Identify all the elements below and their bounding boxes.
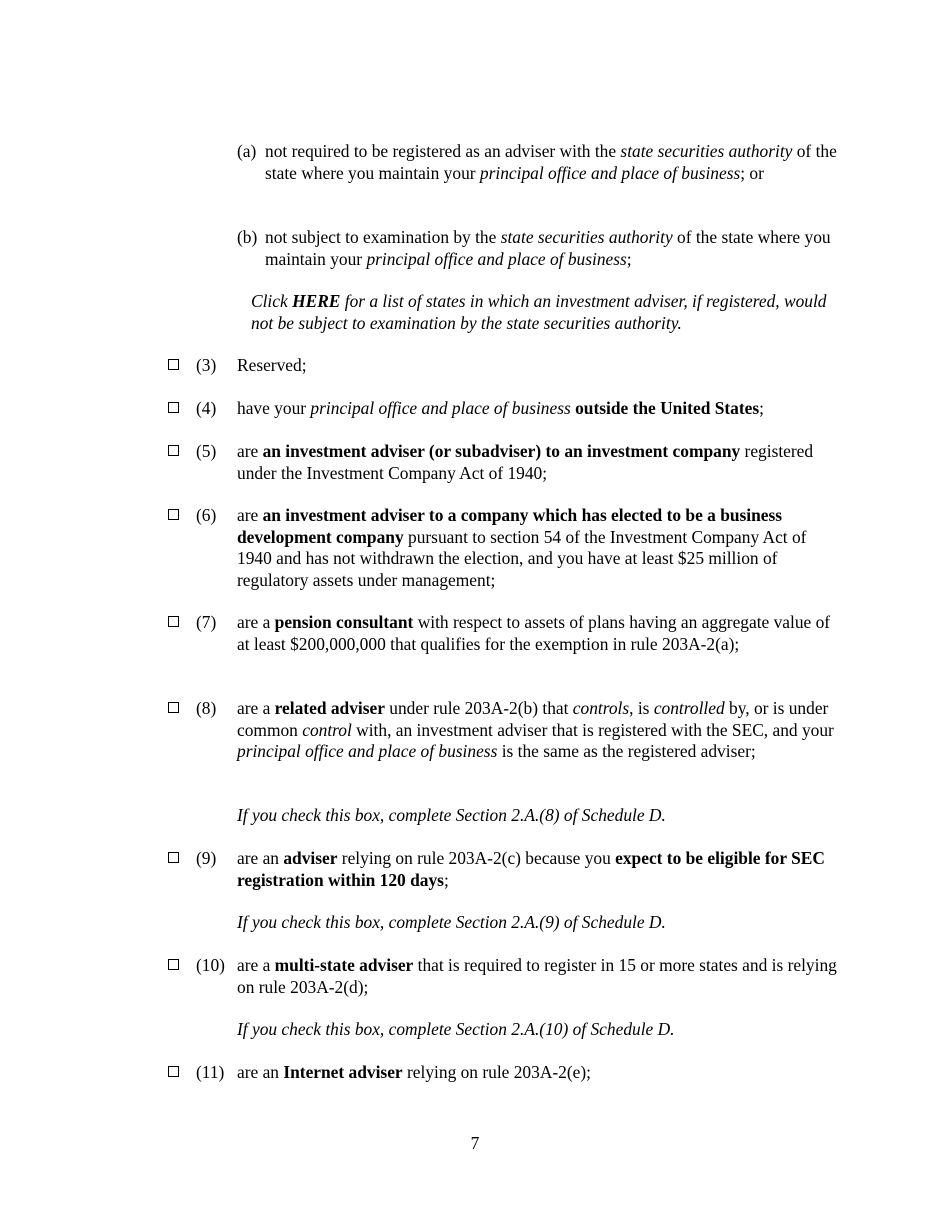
item-10-schedule-note: If you check this box, complete Section 2.A.(10) of Schedule D.: [237, 1019, 675, 1039]
item-11-text: are an Internet adviser relying on rule 203A-2(e);: [237, 1062, 591, 1082]
item-3-number: (3): [196, 355, 217, 375]
click-here-note: Click HERE for a list of states in which an investment adviser, if registered, would not be subject to examination by the state securities authority.: [251, 291, 827, 333]
checkbox-item-11[interactable]: [168, 1066, 179, 1077]
sub-item-b-label: (b): [237, 227, 258, 247]
item-9-schedule-note: If you check this box, complete Section 2.A.(9) of Schedule D.: [237, 912, 666, 932]
item-5-text: are an investment adviser (or subadviser) to an investment company registered under the Investment Company Act of 1940;: [237, 441, 814, 483]
item-9-text: are an adviser relying on rule 203A-2(c) because you expect to be eligible for SEC registration within 120 days;: [237, 848, 825, 890]
item-8-text: are a related adviser under rule 203A-2(b) that controls, is controlled by, or is under common control with, an investment adviser that is registered with the SEC, and your principal office and place of business is the same as the registered adviser;: [237, 698, 834, 761]
checkbox-item-10[interactable]: [168, 959, 179, 970]
checkbox-item-5[interactable]: [168, 445, 179, 456]
item-8-number: (8): [196, 698, 217, 718]
page-number: 7: [470, 1133, 480, 1153]
sub-item-b-text: not subject to examination by the state securities authority of the state where you maintain your principal office and place of business;: [265, 227, 831, 269]
checkbox-item-4[interactable]: [168, 402, 179, 413]
item-9-number: (9): [196, 848, 217, 868]
checkbox-item-9[interactable]: [168, 852, 179, 863]
item-10-number: (10): [196, 955, 225, 975]
item-8-schedule-note: If you check this box, complete Section 2.A.(8) of Schedule D.: [237, 805, 666, 825]
checkbox-item-8[interactable]: [168, 702, 179, 713]
item-7-text: are a pension consultant with respect to assets of plans having an aggregate value of at least $200,000,000 that qualifies for the exemption in rule 203A-2(a);: [237, 612, 831, 654]
item-6-number: (6): [196, 505, 217, 525]
checkbox-item-6[interactable]: [168, 509, 179, 520]
item-5-number: (5): [196, 441, 217, 461]
item-6-text: are an investment adviser to a company which has elected to be a business development company pursuant to section 54 of the Investment Company Act of 1940 and has not withdrawn the election, and you have at least $25 million of regulatory assets under management;: [237, 505, 807, 590]
item-7-number: (7): [196, 612, 217, 632]
item-11-number: (11): [196, 1062, 225, 1082]
checkbox-item-3[interactable]: [168, 359, 179, 370]
item-4-number: (4): [196, 398, 217, 418]
item-10-text: are a multi-state adviser that is required to register in 15 or more states and is relying on rule 203A-2(d);: [237, 955, 837, 997]
item-4-text: have your principal office and place of business outside the United States;: [237, 398, 764, 418]
sub-item-a-label: (a): [237, 141, 257, 161]
item-3-text: Reserved;: [237, 355, 307, 375]
here-link[interactable]: HERE: [292, 291, 341, 311]
checkbox-item-7[interactable]: [168, 616, 179, 627]
sub-item-a-text: not required to be registered as an adviser with the state securities authority of the state where you maintain your principal office and place of business; or: [265, 141, 837, 183]
